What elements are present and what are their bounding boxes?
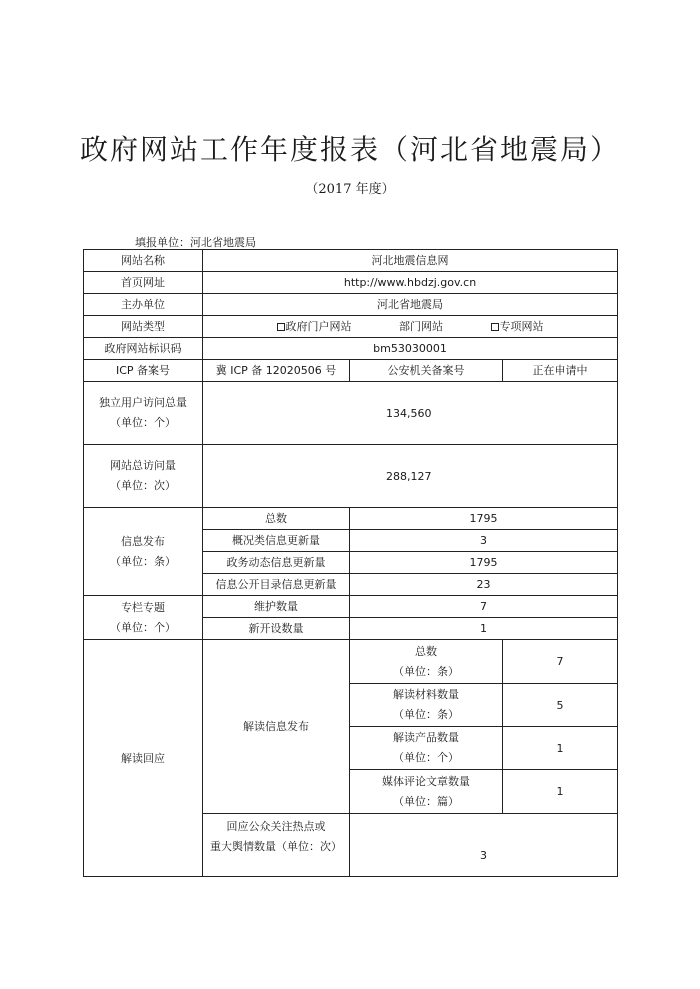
pv-value: 288,127: [203, 445, 618, 508]
row-pv: [84, 445, 618, 508]
site-name-label: 网站名称: [84, 250, 203, 272]
info-unit: （单位：条）: [110, 554, 176, 568]
response-item-value: 5: [503, 684, 618, 727]
column-item-label: 维护数量: [203, 596, 350, 618]
police-value: 正在申请中: [503, 360, 618, 382]
checkbox-icon: [491, 323, 499, 331]
response-item-label-cell: [350, 770, 503, 814]
info-item-value: 1795: [350, 552, 618, 574]
response-item-label-cell: [350, 727, 503, 770]
response-item-unit: （单位：条）: [393, 708, 459, 721]
response-item-label-cell: [350, 684, 503, 727]
police-label: 公安机关备案号: [350, 360, 503, 382]
row-site-id: [84, 338, 618, 360]
info-label: 信息发布: [121, 534, 165, 548]
row-sponsor: [84, 294, 618, 316]
option-department-label: 部门网站: [399, 320, 443, 333]
uv-label-cell: [84, 382, 203, 445]
uv-label: 独立用户访问总量: [99, 396, 187, 409]
option-special: [491, 316, 544, 337]
site-id-value: bm53030001: [203, 338, 618, 360]
column-label: 专栏专题: [121, 600, 165, 614]
info-item-value: 1795: [350, 508, 618, 530]
info-item-value: 3: [350, 530, 618, 552]
info-item-label: 政务动态信息更新量: [203, 552, 350, 574]
icp-value: 冀 ICP 备 12020506 号: [203, 360, 350, 382]
option-portal-label: 政府门户网站: [285, 320, 352, 333]
response-item-label: 解读产品数量: [393, 731, 459, 744]
info-item-label: 信息公开目录信息更新量: [203, 574, 350, 596]
pv-unit: （单位：次）: [110, 479, 176, 492]
icp-label: ICP 备案号: [84, 360, 203, 382]
checkbox-icon: [277, 323, 285, 331]
info-item-value: 23: [350, 574, 618, 596]
row-site-name: [84, 250, 618, 272]
response-item-label-cell: [350, 640, 503, 684]
hotspot-value: 3: [350, 814, 618, 877]
column-item-label: 新开设数量: [203, 618, 350, 640]
site-name-value: 河北地震信息网: [203, 250, 618, 272]
hotspot-label-line2: 重大舆情数量（单位：次）: [210, 840, 342, 853]
response-item-label: 总数: [415, 644, 437, 658]
row-response-total: [84, 640, 618, 684]
hotspot-label-cell: [203, 814, 350, 877]
option-special-label: 专项网站: [499, 320, 544, 333]
response-item-unit: （单位：个）: [393, 751, 459, 764]
home-url-value: http://www.hbdzj.gov.cn: [203, 272, 618, 294]
uv-unit: （单位：个）: [110, 416, 176, 429]
response-item-value: 7: [503, 640, 618, 684]
response-item-value: 1: [503, 770, 618, 814]
row-site-type: [84, 316, 618, 338]
row-home-url: [84, 272, 618, 294]
pv-label: 网站总访问量: [110, 459, 176, 472]
response-item-unit: （单位：篇）: [393, 794, 459, 808]
response-item-value: 1: [503, 727, 618, 770]
column-unit: （单位：个）: [110, 620, 176, 634]
row-info-total: [84, 508, 618, 530]
column-item-value: 7: [350, 596, 618, 618]
page-title: 政府网站工作年度报表（河北省地震局）: [79, 133, 620, 166]
site-id-label: 政府网站标识码: [84, 338, 203, 360]
info-label-cell: [84, 508, 203, 596]
report-year: （2017 年度）: [305, 182, 395, 197]
site-type-options: [203, 316, 618, 338]
response-sub-label: 解读信息发布: [203, 640, 350, 814]
uv-value: 134,560: [203, 382, 618, 445]
response-label: 解读回应: [84, 640, 203, 877]
row-icp: [84, 360, 618, 382]
response-item-label: 解读材料数量: [393, 688, 459, 701]
column-item-value: 1: [350, 618, 618, 640]
sponsor-label: 主办单位: [84, 294, 203, 316]
sponsor-value: 河北省地震局: [203, 294, 618, 316]
info-item-label: 概况类信息更新量: [203, 530, 350, 552]
row-uv: [84, 382, 618, 445]
filler-unit: 填报单位：河北省地震局: [135, 236, 256, 249]
pv-label-cell: [84, 445, 203, 508]
option-portal: [277, 316, 352, 337]
response-item-label: 媒体评论文章数量: [382, 774, 470, 788]
response-item-unit: （单位：条）: [393, 664, 459, 678]
hotspot-label-line1: 回应公众关注热点或: [226, 820, 326, 833]
row-column-maintain: [84, 596, 618, 618]
site-type-label: 网站类型: [84, 316, 203, 338]
report-table: [83, 249, 618, 877]
column-label-cell: [84, 596, 203, 640]
info-item-label: 总数: [203, 508, 350, 530]
home-url-label: 首页网址: [84, 272, 203, 294]
option-department: [399, 316, 443, 337]
